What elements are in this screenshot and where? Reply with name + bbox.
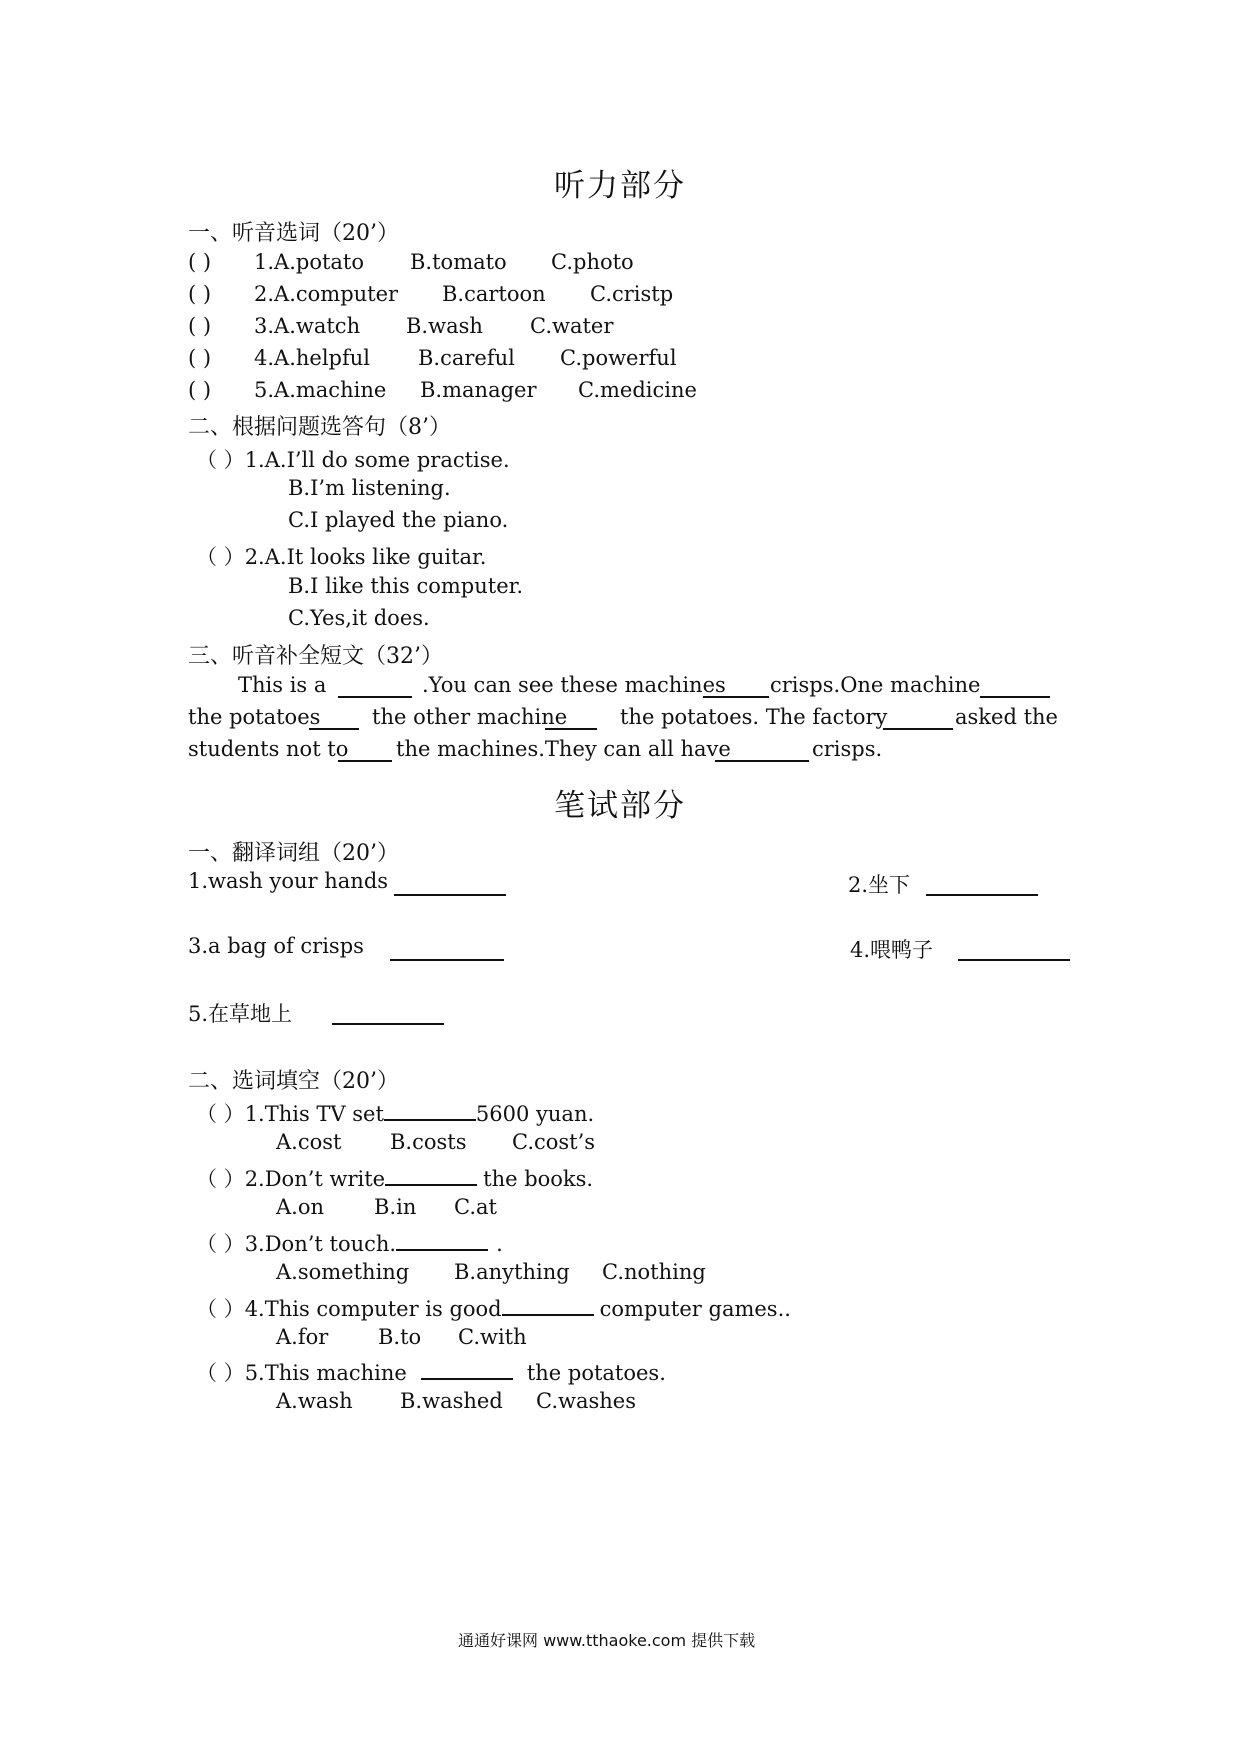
fill-blank[interactable] (384, 1101, 476, 1121)
fill-blank[interactable] (385, 1166, 477, 1186)
passage-text: .You can see these machines (422, 673, 726, 697)
option-b: B.careful (418, 346, 515, 370)
question-text: 5.This machine (244, 1361, 407, 1385)
passage-text: asked the (955, 705, 1058, 729)
question-text: 1.This TV set (244, 1102, 384, 1126)
answer-paren[interactable]: ( ) (188, 314, 212, 338)
option-a: A.for (276, 1325, 329, 1349)
option-b: B.washed (400, 1389, 503, 1413)
option-c: C.nothing (602, 1260, 706, 1284)
option-c: C.cristp (590, 282, 674, 306)
written-title: 笔试部分 (554, 788, 686, 824)
fill-blank[interactable] (309, 710, 359, 730)
fill-blank[interactable] (545, 710, 597, 730)
fill-blank[interactable] (883, 710, 953, 730)
question-row (196, 541, 486, 571)
option-c: C.medicine (578, 378, 697, 402)
translate-item-4: 4.喂鸭子 (850, 938, 934, 962)
answer-paren[interactable]: ( ) (188, 250, 212, 274)
fill-blank[interactable] (980, 678, 1050, 698)
question-row (196, 1228, 503, 1258)
answer-paren[interactable]: （ ） (196, 1361, 245, 1385)
option-b: B.to (378, 1325, 422, 1349)
answer-paren[interactable]: ( ) (188, 378, 212, 402)
fill-blank[interactable] (338, 742, 392, 762)
fill-blank[interactable] (502, 1296, 594, 1316)
passage-text: students not to (188, 737, 349, 761)
question-text: 5600 yuan. (475, 1102, 595, 1126)
answer-paren[interactable]: ( ) (188, 346, 212, 370)
fill-blank[interactable] (958, 941, 1070, 961)
option-a: A.cost (276, 1130, 342, 1154)
option-a: 1.A.potato (254, 250, 365, 274)
option-b: B.I’m listening. (288, 476, 451, 500)
listening-title: 听力部分 (554, 168, 686, 204)
option-c: C.with (458, 1325, 527, 1349)
option-b: B.tomato (410, 250, 507, 274)
listening-part3-heading: 三、听音补全短文（32’） (188, 644, 443, 669)
passage-text: crisps.One machine (770, 673, 981, 697)
option-c: C.cost’s (512, 1130, 596, 1154)
passage-text: the potatoes (188, 705, 321, 729)
fill-blank[interactable] (338, 678, 412, 698)
option-c: C.powerful (560, 346, 677, 370)
option-c: C.I played the piano. (288, 508, 509, 532)
option-c: C.at (454, 1195, 497, 1219)
passage-text: the machines.They can all have (396, 737, 731, 761)
answer-paren[interactable]: （ ） (196, 1167, 245, 1191)
fill-blank[interactable] (332, 1005, 444, 1025)
question-text: 2.Don’t write (244, 1167, 386, 1191)
option-b: B.anything (454, 1260, 570, 1284)
question-text: 4.This computer is good (244, 1297, 502, 1321)
question-text: the books. (483, 1167, 594, 1191)
answer-paren[interactable]: （ ） (196, 1297, 245, 1321)
option-a: 5.A.machine (254, 378, 387, 402)
option-b: B.cartoon (442, 282, 546, 306)
option-a: 2.A.computer (254, 282, 399, 306)
option-c: C.Yes,it does. (288, 606, 430, 630)
option-c: C.washes (536, 1389, 636, 1413)
passage-text: This is a (238, 673, 327, 697)
question-row (196, 1357, 666, 1387)
answer-paren[interactable]: （ ） (196, 1232, 245, 1256)
question-row (196, 1163, 593, 1193)
option-a: 1.A.I’ll do some practise. (244, 448, 510, 472)
option-b: B.I like this computer. (288, 574, 524, 598)
option-b: B.in (374, 1195, 417, 1219)
option-a: A.something (276, 1260, 410, 1284)
option-a: A.on (276, 1195, 325, 1219)
answer-paren[interactable]: （ ） (196, 448, 245, 472)
answer-paren[interactable]: （ ） (196, 545, 245, 569)
translate-item-1: 1.wash your hands (188, 869, 389, 893)
question-row (196, 1098, 594, 1128)
listening-part2-heading: 二、根据问题选答句（8’） (188, 415, 451, 440)
option-a: 3.A.watch (254, 314, 361, 338)
translate-item-2: 2.坐下 (848, 873, 911, 897)
question-text: computer games.. (599, 1297, 791, 1321)
option-c: C.water (530, 314, 614, 338)
written-part2-heading: 二、选词填空（20’） (188, 1069, 399, 1094)
question-text: . (496, 1232, 503, 1256)
translate-item-5: 5.在草地上 (188, 1002, 293, 1026)
option-b: B.wash (406, 314, 483, 338)
fill-blank[interactable] (396, 1231, 488, 1251)
fill-blank[interactable] (394, 876, 506, 896)
fill-blank[interactable] (390, 941, 504, 961)
option-b: B.manager (420, 378, 537, 402)
passage-text: crisps. (812, 737, 883, 761)
question-text: the potatoes. (526, 1361, 666, 1385)
option-b: B.costs (390, 1130, 467, 1154)
option-a: 2.A.It looks like guitar. (244, 545, 487, 569)
fill-blank[interactable] (715, 742, 809, 762)
question-text: 3.Don’t touch. (244, 1232, 397, 1256)
question-row (196, 444, 510, 474)
fill-blank[interactable] (421, 1360, 513, 1380)
passage-text: the potatoes. The factory (620, 705, 888, 729)
option-c: C.photo (551, 250, 634, 274)
translate-item-3: 3.a bag of crisps (188, 934, 364, 958)
fill-blank[interactable] (703, 678, 769, 698)
option-a: 4.A.helpful (254, 346, 371, 370)
answer-paren[interactable]: ( ) (188, 282, 212, 306)
written-part1-heading: 一、翻译词组（20’） (188, 841, 399, 866)
fill-blank[interactable] (926, 876, 1038, 896)
answer-paren[interactable]: （ ） (196, 1102, 245, 1126)
footer-text: 通通好课网 www.tthaoke.com 提供下载 (458, 1631, 756, 1650)
question-row (196, 1293, 791, 1323)
passage-text: the other machine (372, 705, 568, 729)
listening-part1-heading: 一、听音选词（20’） (188, 221, 399, 246)
option-a: A.wash (276, 1389, 353, 1413)
